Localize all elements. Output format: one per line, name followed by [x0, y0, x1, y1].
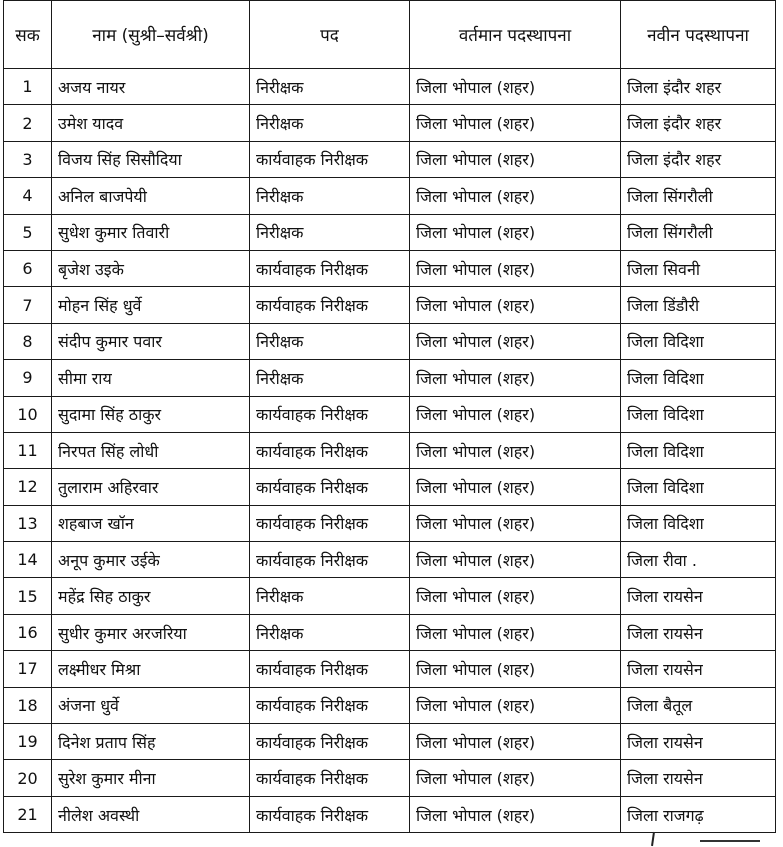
cell-name: संदीप कुमार पवार — [52, 323, 250, 359]
cell-post: कार्यवाहक निरीक्षक — [250, 760, 410, 796]
cell-new-posting: जिला सिंगरौली — [621, 178, 776, 214]
cell-current-posting: जिला भोपाल (शहर) — [410, 505, 621, 541]
header-post: पद — [250, 1, 410, 69]
cell-name: महेंद्र सिह ठाकुर — [52, 578, 250, 614]
cell-name: उमेश यादव — [52, 105, 250, 141]
cell-sno: 13 — [4, 505, 52, 541]
header-new-posting: नवीन पदस्थापना — [621, 1, 776, 69]
table-row — [4, 178, 776, 214]
cell-post: निरीक्षक — [250, 69, 410, 105]
cell-current-posting: जिला भोपाल (शहर) — [410, 724, 621, 760]
cell-new-posting: जिला रायसेन — [621, 760, 776, 796]
cell-new-posting: जिला इंदौर शहर — [621, 141, 776, 177]
cell-current-posting: जिला भोपाल (शहर) — [410, 287, 621, 323]
table-row — [4, 323, 776, 359]
cell-sno: 12 — [4, 469, 52, 505]
table-row — [4, 614, 776, 650]
cell-current-posting: जिला भोपाल (शहर) — [410, 687, 621, 723]
header-name: नाम (सुश्री–सर्वश्री) — [52, 1, 250, 69]
cell-post: निरीक्षक — [250, 578, 410, 614]
cell-current-posting: जिला भोपाल (शहर) — [410, 69, 621, 105]
cell-new-posting: जिला विदिशा — [621, 396, 776, 432]
cell-sno: 8 — [4, 323, 52, 359]
cell-current-posting: जिला भोपाल (शहर) — [410, 105, 621, 141]
table-row — [4, 505, 776, 541]
cell-name: सुदामा सिंह ठाकुर — [52, 396, 250, 432]
cell-post: कार्यवाहक निरीक्षक — [250, 542, 410, 578]
cell-sno: 16 — [4, 614, 52, 650]
cell-post: कार्यवाहक निरीक्षक — [250, 651, 410, 687]
cell-name: शहबाज खॉन — [52, 505, 250, 541]
cell-post: कार्यवाहक निरीक्षक — [250, 505, 410, 541]
cell-sno: 7 — [4, 287, 52, 323]
cell-current-posting: जिला भोपाल (शहर) — [410, 578, 621, 614]
cell-post: निरीक्षक — [250, 178, 410, 214]
header-current-posting: वर्तमान पदस्थापना — [410, 1, 621, 69]
cell-current-posting: जिला भोपाल (शहर) — [410, 250, 621, 286]
cell-current-posting: जिला भोपाल (शहर) — [410, 651, 621, 687]
cell-new-posting: जिला रायसेन — [621, 614, 776, 650]
cell-name: अनिल बाजपेयी — [52, 178, 250, 214]
cell-post: कार्यवाहक निरीक्षक — [250, 287, 410, 323]
cell-current-posting: जिला भोपाल (शहर) — [410, 141, 621, 177]
cell-current-posting: जिला भोपाल (शहर) — [410, 323, 621, 359]
table-row — [4, 396, 776, 432]
cell-current-posting: जिला भोपाल (शहर) — [410, 760, 621, 796]
cell-new-posting: जिला रायसेन — [621, 724, 776, 760]
cell-name: निरपत सिंह लोधी — [52, 432, 250, 468]
cell-new-posting: जिला विदिशा — [621, 505, 776, 541]
cell-current-posting: जिला भोपाल (शहर) — [410, 178, 621, 214]
cell-name: अजय नायर — [52, 69, 250, 105]
cell-name: बृजेश उइके — [52, 250, 250, 286]
cell-sno: 11 — [4, 432, 52, 468]
cell-new-posting: जिला रीवा . — [621, 542, 776, 578]
cell-new-posting: जिला विदिशा — [621, 432, 776, 468]
cell-post: निरीक्षक — [250, 614, 410, 650]
cell-sno: 1 — [4, 69, 52, 105]
cell-new-posting: जिला राजगढ़ — [621, 796, 776, 832]
cell-post: निरीक्षक — [250, 323, 410, 359]
cell-sno: 20 — [4, 760, 52, 796]
cell-name: सीमा राय — [52, 360, 250, 396]
cell-current-posting: जिला भोपाल (शहर) — [410, 796, 621, 832]
cell-sno: 3 — [4, 141, 52, 177]
cell-name: सुधीर कुमार अरजरिया — [52, 614, 250, 650]
cell-new-posting: जिला रायसेन — [621, 651, 776, 687]
cell-name: लक्ष्मीधर मिश्रा — [52, 651, 250, 687]
pen-mark — [651, 832, 655, 846]
cell-name: अंजना धुर्वे — [52, 687, 250, 723]
table-row — [4, 796, 776, 832]
cell-post: कार्यवाहक निरीक्षक — [250, 432, 410, 468]
cell-new-posting: जिला सिवनी — [621, 250, 776, 286]
header-sno: सक — [4, 1, 52, 69]
cell-post: निरीक्षक — [250, 360, 410, 396]
cell-name: सुधेश कुमार तिवारी — [52, 214, 250, 250]
table-row — [4, 432, 776, 468]
cell-sno: 18 — [4, 687, 52, 723]
cell-sno: 6 — [4, 250, 52, 286]
cell-new-posting: जिला विदिशा — [621, 360, 776, 396]
cell-sno: 5 — [4, 214, 52, 250]
table-body — [4, 69, 776, 833]
header-row — [4, 1, 776, 69]
cell-name: विजय सिंह सिसौदिया — [52, 141, 250, 177]
table-row — [4, 724, 776, 760]
cell-name: नीलेश अवस्थी — [52, 796, 250, 832]
table-row — [4, 542, 776, 578]
cell-sno: 2 — [4, 105, 52, 141]
cell-current-posting: जिला भोपाल (शहर) — [410, 360, 621, 396]
cell-sno: 10 — [4, 396, 52, 432]
cell-current-posting: जिला भोपाल (शहर) — [410, 542, 621, 578]
cell-sno: 17 — [4, 651, 52, 687]
cell-post: कार्यवाहक निरीक्षक — [250, 687, 410, 723]
cell-new-posting: जिला विदिशा — [621, 323, 776, 359]
table-row — [4, 105, 776, 141]
table-row — [4, 250, 776, 286]
table-row — [4, 141, 776, 177]
cell-sno: 15 — [4, 578, 52, 614]
cell-current-posting: जिला भोपाल (शहर) — [410, 432, 621, 468]
table-row — [4, 214, 776, 250]
pen-mark-line — [700, 840, 760, 842]
cell-post: कार्यवाहक निरीक्षक — [250, 796, 410, 832]
table-row — [4, 760, 776, 796]
cell-current-posting: जिला भोपाल (शहर) — [410, 214, 621, 250]
cell-new-posting: जिला सिंगरौली — [621, 214, 776, 250]
table-row — [4, 287, 776, 323]
cell-name: तुलाराम अहिरवार — [52, 469, 250, 505]
cell-post: कार्यवाहक निरीक्षक — [250, 250, 410, 286]
cell-sno: 9 — [4, 360, 52, 396]
cell-post: कार्यवाहक निरीक्षक — [250, 469, 410, 505]
cell-sno: 14 — [4, 542, 52, 578]
cell-post: कार्यवाहक निरीक्षक — [250, 724, 410, 760]
cell-current-posting: जिला भोपाल (शहर) — [410, 614, 621, 650]
cell-new-posting: जिला इंदौर शहर — [621, 105, 776, 141]
cell-new-posting: जिला बैतूल — [621, 687, 776, 723]
cell-name: अनूप कुमार उईके — [52, 542, 250, 578]
cell-new-posting: जिला रायसेन — [621, 578, 776, 614]
cell-post: कार्यवाहक निरीक्षक — [250, 141, 410, 177]
cell-new-posting: जिला विदिशा — [621, 469, 776, 505]
cell-name: मोहन सिंह धुर्वे — [52, 287, 250, 323]
table-row — [4, 469, 776, 505]
cell-post: निरीक्षक — [250, 105, 410, 141]
cell-name: दिनेश प्रताप सिंह — [52, 724, 250, 760]
cell-post: निरीक्षक — [250, 214, 410, 250]
table-row — [4, 69, 776, 105]
cell-current-posting: जिला भोपाल (शहर) — [410, 469, 621, 505]
cell-new-posting: जिला इंदौर शहर — [621, 69, 776, 105]
cell-sno: 19 — [4, 724, 52, 760]
table-row — [4, 578, 776, 614]
table-row — [4, 687, 776, 723]
cell-post: कार्यवाहक निरीक्षक — [250, 396, 410, 432]
cell-new-posting: जिला डिंडौरी — [621, 287, 776, 323]
cell-current-posting: जिला भोपाल (शहर) — [410, 396, 621, 432]
cell-name: सुरेश कुमार मीना — [52, 760, 250, 796]
table-row — [4, 651, 776, 687]
cell-sno: 21 — [4, 796, 52, 832]
transfer-table — [3, 0, 776, 833]
table-row — [4, 360, 776, 396]
cell-sno: 4 — [4, 178, 52, 214]
